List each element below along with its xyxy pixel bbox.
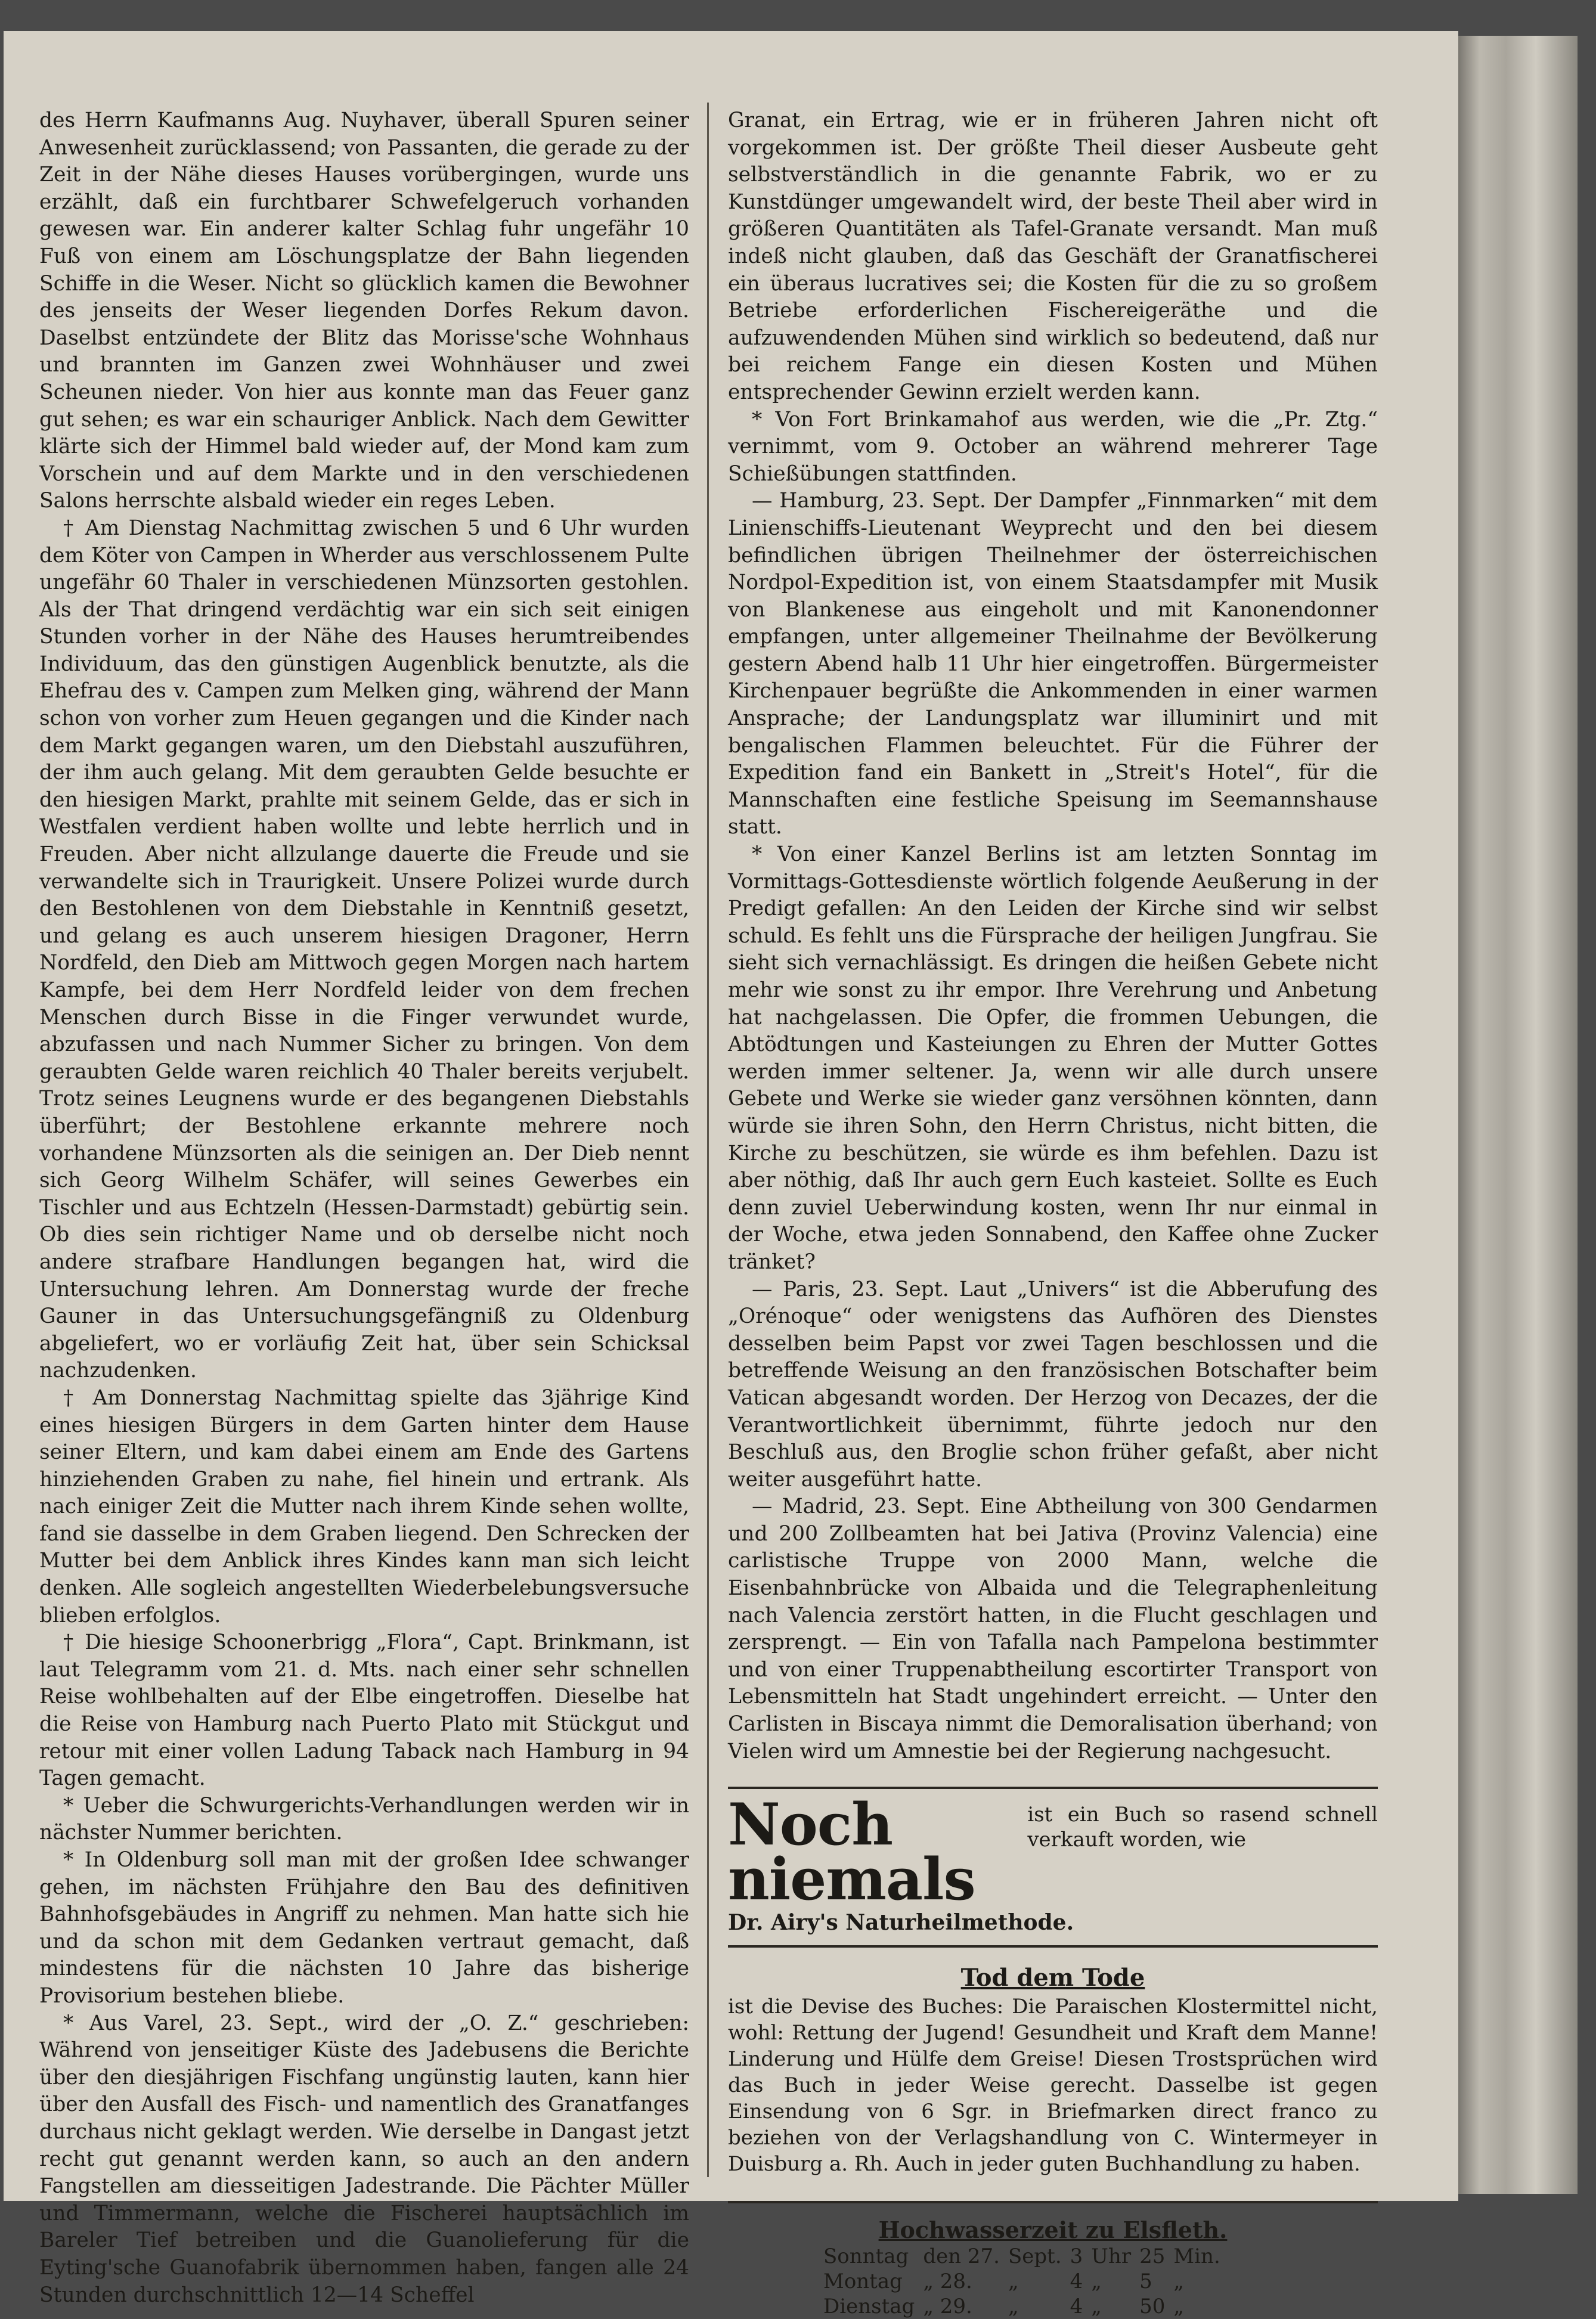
right-column bbox=[728, 107, 1378, 2319]
tide-cell: Montag bbox=[823, 2270, 903, 2293]
tide-row bbox=[823, 2244, 1229, 2269]
tide-cell: den 27. bbox=[923, 2244, 1000, 2268]
article-paragraph: — Paris, 23. Sept. Laut „Univers“ ist die Abberufung des „Orénoque“ oder wenigstens das Aufhören des Dienstes desselben beim Papst vor zwei Tagen beschlossen und die betreffende Weisung an den französischen Botschafter beim Vatican abgesandt worden. Der Herzog von Decazes, der die Verantwortlichkeit übernimmt, führte jedoch nur den Beschluß aus, den Broglie schon früher gefaßt, aber nicht weiter ausgeführt hatte. bbox=[728, 1277, 1378, 1492]
tide-cell: „ bbox=[1091, 2295, 1102, 2318]
article-paragraph: des Herrn Kaufmanns Aug. Nuyhaver, überall Spuren seiner Anwesenheit zurücklassend; von Passanten, die gerade zu der Zeit in der Nähe dieses Hauses vorübergingen, wurde uns erzählt, daß ein furchtbarer Schwefelgeruch vorhanden gewesen war. Ein anderer kalter Schlag fuhr ungefähr 10 Fuß von einem am Löschungsplatze der Bahn liegenden Schiffe in die Weser. Nicht so glücklich kamen die Bewohner des jenseits der Weser liegenden Dorfes Rekum davon. Daselbst entzündete der Blitz das Morisse'sche Wohnhaus und brannten im Ganzen zwei Wohnhäuser und zwei Scheunen nieder. Von hier aus konnte man das Feuer ganz gut sehen; es war ein schauriger Anblick. Nach dem Gewitter klärte sich der Himmel bald wieder auf, der Mond kam zum Vorschein und auf dem Markte und in den verschiedenen Salons herrschte alsbald wieder ein reges Leben. bbox=[39, 108, 689, 513]
tide-cell: Uhr bbox=[1091, 2244, 1132, 2268]
left-column bbox=[39, 107, 689, 2309]
tide-cell: „ bbox=[1091, 2270, 1102, 2293]
ad-subtitle: Dr. Airy's Naturheilmethode. bbox=[728, 1910, 1074, 1936]
ad-motto: Tod dem Tode bbox=[960, 1963, 1145, 1992]
article-paragraph: * Von Fort Brinkamahof aus werden, wie die „Pr. Ztg.“ vernimmt, vom 9. October an während mehrerer Tage Schießübungen stattfinden. bbox=[728, 407, 1378, 486]
ad-mid-rule bbox=[728, 1945, 1378, 1948]
article-paragraph: † Die hiesige Schoonerbrigg „Flora“, Capt. Brinkmann, ist laut Telegramm vom 21. d. Mts. nach einer sehr schnellen Reise wohlbehalten auf der Elbe eingetroffen. Dieselbe hat die Reise von Hamburg nach Puerto Plato mit Stückgut und retour mit einer vollen Ladung Taback nach Hamburg in 94 Tagen gemacht. bbox=[39, 1630, 689, 1791]
tide-cell: 25 bbox=[1139, 2244, 1166, 2268]
ad-headline: Noch niemals bbox=[728, 1791, 975, 1914]
tide-cell: Min. bbox=[1173, 2244, 1220, 2268]
tide-table-title: Hochwasserzeit zu Elsfleth. bbox=[878, 2216, 1228, 2244]
ad-top-rule bbox=[728, 1787, 1378, 1789]
column-divider bbox=[707, 103, 709, 2177]
article-paragraph: † Am Dienstag Nachmittag zwischen 5 und 6 Uhr wurden dem Köter von Campen in Wherder aus verschlossenem Pulte ungefähr 60 Thaler in verschiedenen Münzsorten gestohlen. Als der That dringend verdächtig war ein sich seit einigen Stunden vorher in der Nähe des Hauses herumtreibendes Individuum, das den günstigen Augenblick benutzte, als die Ehefrau des v. Campen zum Melken ging, während der Mann schon von vorher zum Heuen gegangen und die Kinder nach dem Markt gegangen waren, um den Diebstahl auszuführen, der ihm auch gelang. Mit dem geraubten Gelde besuchte er den hiesigen Markt, prahlte mit seinem Gelde, das er sich in Westfalen verdient haben wollte und lebte herrlich und in Freuden. Aber nicht allzulange dauerte die Freude und sie verwandelte sich in Traurigkeit. Unsere Polizei wurde durch den Bestohlenen von dem Diebstahle in Kenntniß gesetzt, und gelang es auch unserem hiesigen Dragoner, Herrn Nordfeld, den Dieb am Mittwoch gegen Morgen nach hartem Kampfe, bei dem Herr Nordfeld leider von dem frechen Menschen durch Bisse in die Finger verwundet wurde, abzufassen und nach Nummer Sicher zu bringen. Von dem geraubten Gelde waren reichlich 40 Thaler bereits verjubelt. Trotz seines Leugnens wurde er des begangenen Diebstahls überführt; der Bestohlene erkannte mehrere noch vorhandene Münzsorten als die seinigen an. Der Dieb nennt sich Georg Wilhelm Schäfer, will seines Gewerbes ein Tischler und aus Echtzeln (Hessen-Darmstadt) gebürtig sein. Ob dies sein richtiger Name und ob derselbe nicht noch andere strafbare Handlungen begangen hat, wird die Untersuchung lehren. Am Donnerstag wurde der freche Gauner in das Untersuchungsgefängniß zu Oldenburg abgeliefert, wo er vorläufig Zeit hat, über sein Schicksal nachzudenken. bbox=[39, 516, 689, 1383]
ad-headline-side: ist ein Buch so rasend schnell verkauft worden, wie bbox=[1027, 1803, 1378, 1852]
tide-cell: 4 bbox=[1070, 2295, 1083, 2318]
tide-cell: 50 bbox=[1139, 2295, 1166, 2318]
ad-body: ist die Devise des Buches: Die Paraischen Klostermittel nicht, wohl: Rettung der Jugend! Gesundheit und Kraft dem Manne! Linderung und Hülfe dem Greise! Diesen Trostsprüchen wird das Buch in jeder Weise gerecht. Dasselbe ist gegen Einsendung von 6 Sgr. in Briefmarken direct franco zu beziehen von der Verlagshandlung von C. Wintermeyer in Duisburg a. Rh. Auch in jeder guten Buchhandlung zu haben. bbox=[728, 1995, 1378, 2177]
tide-cell: „ bbox=[1008, 2295, 1019, 2318]
tide-cell: 4 bbox=[1070, 2270, 1083, 2293]
article-paragraph: * Ueber die Schwurgerichts-Verhandlungen werden wir in nächster Nummer berichten. bbox=[39, 1793, 689, 1845]
article-paragraph: — Hamburg, 23. Sept. Der Dampfer „Finnmarken“ mit dem Linienschiffs-Lieutenant Weyprecht und den bei diesem befindlichen übrigen Theilnehmer der österreichischen Nordpol-Expedition ist, von einem Staatsdampfer mit Musik von Blankenese aus eingeholt und mit Kanonendonner empfangen, unter allgemeiner Theilnahme der Bevölkerung gestern Abend halb 11 Uhr hier eingetroffen. Bürgermeister Kirchenpauer begrüßte die Ankommenden in einer warmen Ansprache; der Landungsplatz war illuminirt und mit bengalischen Flammen beleuchtet. Für die Führer der Expedition fand ein Bankett in „Streit's Hotel“, für die Mannschaften eine festliche Speisung im Seemannshause statt. bbox=[728, 489, 1378, 839]
tide-cell: „ 29. bbox=[923, 2295, 972, 2318]
article-paragraph: — Madrid, 23. Sept. Eine Abtheilung von 300 Gendarmen und 200 Zollbeamten hat bei Jativa (Provinz Valencia) eine carlistische Truppe von 2000 Mann, welche die Eisenbahnbrücke von Albaida und die Telegraphenleitung nach Valencia zerstört hatten, in die Flucht geschlagen und zersprengt. — Ein von Tafalla nach Pampelona bestimmter und von einer Truppenabtheilung escortirter Transport von Lebensmitteln hat Stadt ungehindert erreicht. — Unter den Carlisten in Biscaya nimmt die Demoralisation überhand; von Vielen wird um Amnestie bei der Regierung nachgesucht. bbox=[728, 1495, 1378, 1763]
article-paragraph: Granat, ein Ertrag, wie er in früheren Jahren nicht oft vorgekommen ist. Der größte Theil dieser Ausbeute geht selbstverständlich in die genannte Fabrik, wo er zu Kunstdünger umgewandelt wird, der beste Theil aber wird in größeren Quantitäten als Tafel-Granate versandt. Man muß indeß nicht glauben, daß das Geschäft der Granatfischerei ein überaus lucratives sei; die Kosten für die zu so großem Betriebe erforderlichen Fischereigeräthe und die aufzuwendenden Mühen sind wirklich so bedeutend, daß nur bei reichem Fange ein diesen Kosten und Mühen entsprechender Gewinn erzielt werden kann. bbox=[728, 108, 1378, 404]
tide-table bbox=[823, 2244, 1229, 2319]
tide-cell: 5 bbox=[1139, 2270, 1152, 2293]
ad-header bbox=[728, 1791, 1378, 1914]
tide-cell: 3 bbox=[1070, 2244, 1083, 2268]
advertisement bbox=[728, 1787, 1378, 2203]
tide-cell: Sept. bbox=[1008, 2244, 1062, 2268]
tide-cell: „ bbox=[1173, 2295, 1184, 2318]
tide-cell: „ bbox=[1173, 2270, 1184, 2293]
article-paragraph: * Aus Varel, 23. Sept., wird der „O. Z.“ geschrieben: Während von jenseitiger Küste des Jadebusens die Berichte über den diesjährigen Fischfang ungünstig lauten, kann hier über den Ausfall des Fisch- und namentlich des Granatfanges durchaus nicht geklagt werden. Wie derselbe in Dangast jetzt recht gut genannt werden kann, so auch an den andern Fangstellen am diesseitigen Jadestrande. Die Pächter Müller und Timmermann, welche die Fischerei hauptsächlich im Bareler Tief betreiben und die Guanolieferung für die Eyting'sche Guanofabrik übernommen haben, fangen alle 24 Stunden durchschnittlich 12—14 Scheffel bbox=[39, 2011, 689, 2307]
newspaper-page bbox=[4, 31, 1458, 2318]
page-stack-edge bbox=[1458, 36, 1578, 2194]
tide-cell: „ 28. bbox=[923, 2270, 972, 2293]
tide-cell: Sonntag bbox=[823, 2244, 909, 2268]
tide-row bbox=[823, 2294, 1229, 2319]
article-paragraph: * Von einer Kanzel Berlins ist am letzten Sonntag im Vormittags-Gottesdienste wörtlich folgende Aeußerung in der Predigt gefallen: An den Leiden der Kirche sind wir selbst schuld. Es fehlt uns die Fürsprache der heiligen Jungfrau. Sie sieht sich vernachlässigt. Es dringen die heißen Gebete nicht mehr wie sonst zu ihr empor. Ihre Verehrung und Anbetung hat nachgelassen. Die Opfer, die frommen Uebungen, die Abtödtungen und Kasteiungen zu Ehren der Mutter Gottes werden immer seltener. Ja, wenn wir alle durch unsere Gebete und Werke sie wieder ganz versöhnen könnten, dann würde sie ihren Sohn, den Herrn Christus, nicht bitten, die Kirche zu beschützen, sie würde es ihm befehlen. Dazu ist aber nöthig, daß Ihr auch gern Euch kasteiet. Sollte es Euch denn zuviel Ueberwindung kosten, wenn Ihr nur einmal in der Woche, etwa jeden Sonnabend, den Kaffee ohne Zucker tränket? bbox=[728, 842, 1378, 1274]
article-paragraph: * In Oldenburg soll man mit der großen Idee schwanger gehen, im nächsten Frühjahre den Bau des definitiven Bahnhofsgebäudes in Angriff zu nehmen. Man hatte sich hie und da schon mit dem Gedanken vertraut gemacht, daß mindestens für die nächsten 10 Jahre das bisherige Provisorium bestehen bliebe. bbox=[39, 1848, 689, 2008]
tide-row bbox=[823, 2269, 1229, 2294]
ad-bottom-rule bbox=[728, 2201, 1378, 2203]
article-paragraph: † Am Donnerstag Nachmittag spielte das 3jährige Kind eines hiesigen Bürgers in dem Garten hinter dem Hause seiner Eltern, und kam dabei einem am Ende des Gartens hinziehenden Graben zu nahe, fiel hinein und ertrank. Als nach einiger Zeit die Mutter nach ihrem Kinde sehen wollte, fand sie dasselbe in dem Graben liegend. Den Schrecken der Mutter bei dem Anblick ihres Kindes kann man sich leicht denken. Alle sogleich angestellten Wiederbelebungsversuche blieben erfolglos. bbox=[39, 1385, 689, 1627]
tide-cell: Dienstag bbox=[823, 2295, 915, 2318]
tide-cell: „ bbox=[1008, 2270, 1019, 2293]
